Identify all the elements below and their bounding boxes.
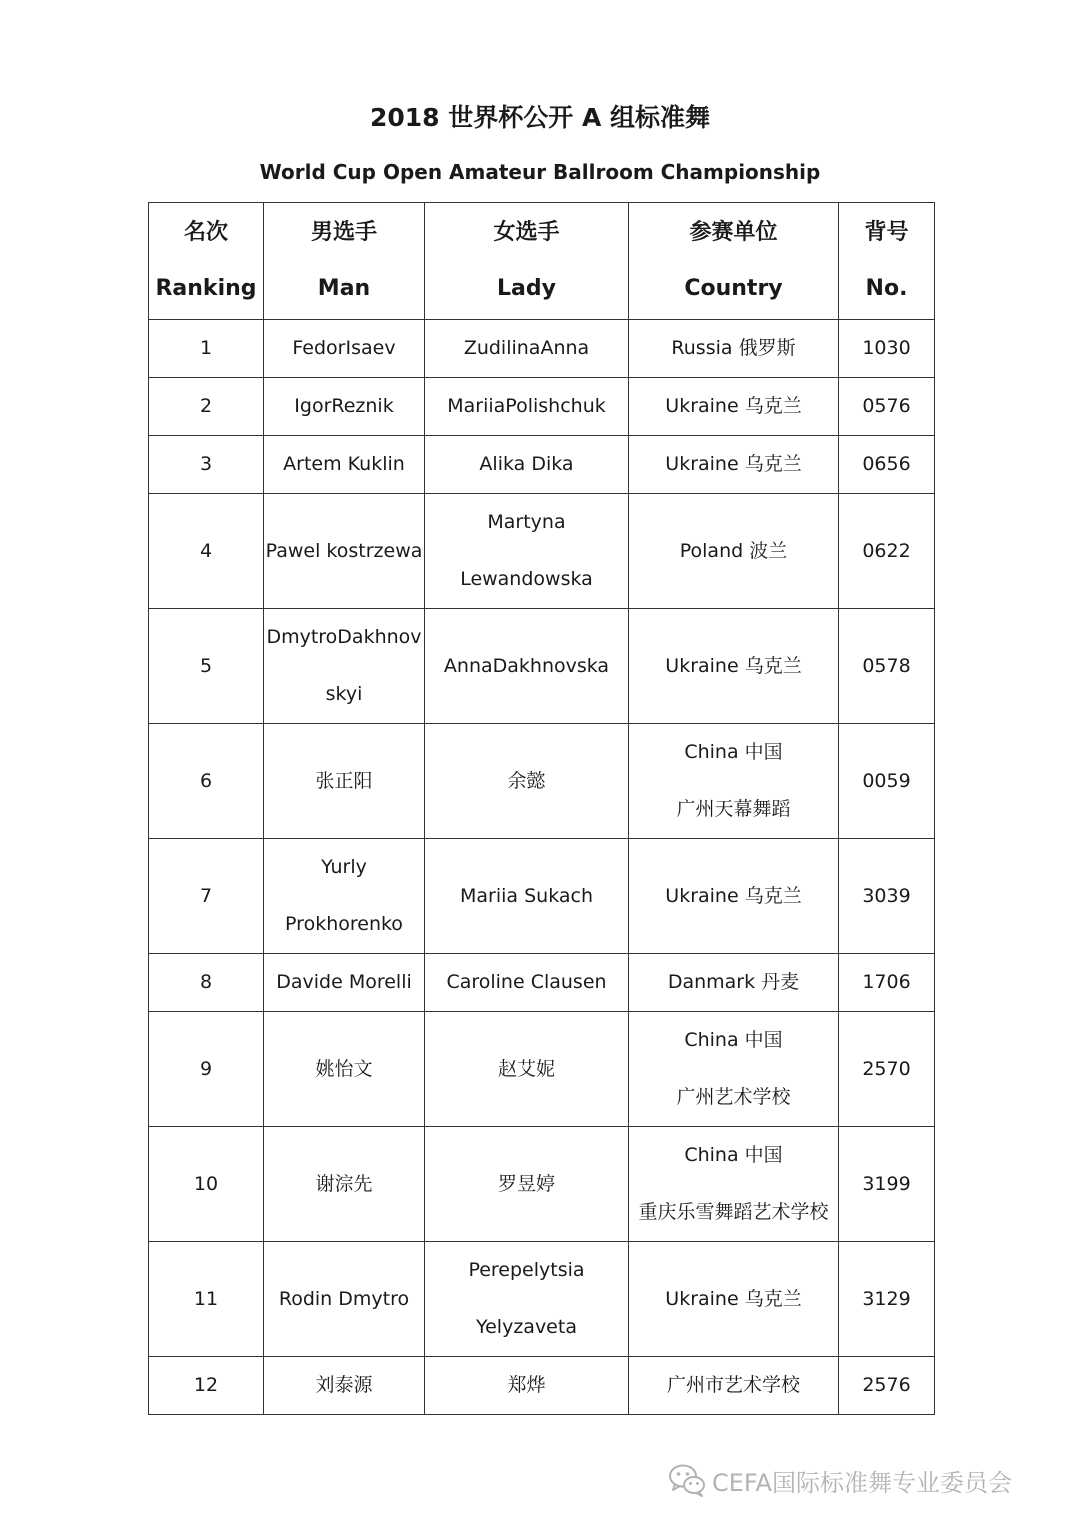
table-row <box>149 724 935 839</box>
cell-number: 3129 <box>839 1242 935 1357</box>
cell-lady-line: Lewandowska <box>460 568 593 590</box>
cell-country <box>629 1127 839 1242</box>
cell-country-line: China 中国 <box>684 741 783 763</box>
cell-lady <box>425 1357 629 1415</box>
page-title: 2018 世界杯公开 A 组标准舞 <box>369 103 711 132</box>
cell-man <box>264 320 425 378</box>
cell-man <box>264 609 425 724</box>
header-country <box>629 203 839 320</box>
cell-ranking: 5 <box>149 609 264 724</box>
cell-lady <box>425 494 629 609</box>
cell-man <box>264 954 425 1012</box>
cell-man-line: DmytroDakhnov <box>266 626 422 648</box>
cell-country <box>629 378 839 436</box>
cell-man-line: skyi <box>325 683 363 705</box>
header-number-cn: 背号 <box>864 220 909 245</box>
cell-number: 2570 <box>839 1012 935 1127</box>
cell-ranking: 1 <box>149 320 264 378</box>
cell-country-line: 广州天幕舞蹈 <box>676 798 791 820</box>
cell-country-line: Ukraine 乌克兰 <box>665 395 802 417</box>
cell-lady <box>425 320 629 378</box>
cell-man-line: Yurly <box>321 856 367 878</box>
cell-lady-line: 罗昱婷 <box>497 1172 555 1195</box>
cell-man <box>264 1242 425 1357</box>
cell-country <box>629 609 839 724</box>
cell-lady <box>425 609 629 724</box>
cell-lady-line: Caroline Clausen <box>446 971 607 993</box>
cell-ranking: 10 <box>149 1127 264 1242</box>
cell-lady <box>425 1127 629 1242</box>
cell-lady <box>425 1242 629 1357</box>
cell-lady <box>425 436 629 494</box>
cell-country-line: Russia 俄罗斯 <box>671 337 796 359</box>
cell-country <box>629 436 839 494</box>
header-man <box>264 203 425 320</box>
cell-number: 3199 <box>839 1127 935 1242</box>
cell-man <box>264 839 425 954</box>
cell-lady-line: Yelyzaveta <box>476 1316 577 1338</box>
cell-lady-line: ZudilinaAnna <box>463 337 590 359</box>
cell-country <box>629 839 839 954</box>
cell-lady <box>425 1012 629 1127</box>
cell-number: 0622 <box>839 494 935 609</box>
cell-man-line: Rodin Dmytro <box>278 1287 410 1310</box>
cell-man-line: 张正阳 <box>315 769 373 792</box>
table-row <box>149 1127 935 1242</box>
cell-lady-line: Mariia Sukach <box>460 884 593 907</box>
table-row <box>149 494 935 609</box>
cell-lady <box>425 954 629 1012</box>
cell-man-line: Prokhorenko <box>285 913 403 935</box>
header-ranking <box>149 203 264 320</box>
cell-number: 1706 <box>839 954 935 1012</box>
cell-country-line: Ukraine 乌克兰 <box>665 654 802 677</box>
cell-country <box>629 320 839 378</box>
cell-lady-line: AnnaDakhnovska <box>443 654 610 677</box>
cell-country-line: Danmark 丹麦 <box>667 971 800 993</box>
cell-country-line: Poland 波兰 <box>679 539 788 562</box>
cell-ranking: 7 <box>149 839 264 954</box>
table-row <box>149 954 935 1012</box>
cell-number: 0576 <box>839 378 935 436</box>
cell-man <box>264 378 425 436</box>
cell-man <box>264 436 425 494</box>
header-number-en: No. <box>865 276 908 301</box>
cell-number: 3039 <box>839 839 935 954</box>
cell-number: 2576 <box>839 1357 935 1415</box>
cell-man-line: Davide Morelli <box>276 971 412 993</box>
cell-ranking: 9 <box>149 1012 264 1127</box>
cell-lady-line: 赵艾妮 <box>497 1057 555 1080</box>
cell-man <box>264 1012 425 1127</box>
header-ranking-cn: 名次 <box>183 220 228 245</box>
header-ranking-en: Ranking <box>155 276 257 301</box>
wechat-icon <box>668 1462 706 1498</box>
table-header-row <box>149 203 935 320</box>
cell-country <box>629 724 839 839</box>
cell-lady-line: 郑烨 <box>507 1374 546 1396</box>
cell-ranking: 8 <box>149 954 264 1012</box>
header-country-en: Country <box>684 276 783 301</box>
cell-man-line: IgorReznik <box>294 395 394 417</box>
cell-country <box>629 954 839 1012</box>
table-row <box>149 839 935 954</box>
cell-number: 0578 <box>839 609 935 724</box>
cell-lady <box>425 724 629 839</box>
cell-lady-line: Alika Dika <box>479 453 574 475</box>
header-country-cn: 参赛单位 <box>689 220 778 245</box>
cell-ranking: 11 <box>149 1242 264 1357</box>
cell-lady-line: 余懿 <box>507 769 546 792</box>
header-lady-en: Lady <box>497 276 556 301</box>
cell-lady-line: Martyna <box>487 511 566 533</box>
results-body <box>149 320 935 1415</box>
table-row <box>149 436 935 494</box>
table-row <box>149 1357 935 1415</box>
cell-number: 0059 <box>839 724 935 839</box>
cell-country <box>629 1357 839 1415</box>
table-row <box>149 609 935 724</box>
cell-man-line: 姚怡文 <box>315 1057 373 1080</box>
results-table <box>148 202 935 1415</box>
cell-country <box>629 1012 839 1127</box>
table-row <box>149 378 935 436</box>
cell-ranking: 2 <box>149 378 264 436</box>
watermark <box>668 1458 1068 1502</box>
cell-man-line: 刘泰源 <box>315 1374 373 1396</box>
cell-country-line: 重庆乐雪舞蹈艺术学校 <box>638 1201 829 1223</box>
cell-country-line: China 中国 <box>684 1029 783 1051</box>
header-number <box>839 203 935 320</box>
cell-lady-line: MariiaPolishchuk <box>447 395 606 417</box>
cell-man <box>264 1357 425 1415</box>
header-lady-cn: 女选手 <box>493 220 560 245</box>
cell-country-line: Ukraine 乌克兰 <box>665 453 802 475</box>
header-man-cn: 男选手 <box>310 220 377 245</box>
cell-lady <box>425 378 629 436</box>
cell-lady <box>425 839 629 954</box>
cell-ranking: 4 <box>149 494 264 609</box>
cell-country <box>629 494 839 609</box>
table-row <box>149 1012 935 1127</box>
cell-country-line: 广州市艺术学校 <box>666 1374 800 1396</box>
watermark-text: CEFA国际标准舞专业委员会 <box>712 1468 1012 1497</box>
cell-country-line: China 中国 <box>684 1144 783 1166</box>
header-man-en: Man <box>317 276 371 301</box>
cell-number: 1030 <box>839 320 935 378</box>
cell-lady-line: Perepelytsia <box>468 1259 585 1281</box>
cell-ranking: 3 <box>149 436 264 494</box>
cell-man <box>264 1127 425 1242</box>
cell-country <box>629 1242 839 1357</box>
cell-country-line: Ukraine 乌克兰 <box>665 884 802 907</box>
header-lady <box>425 203 629 320</box>
page-subtitle: World Cup Open Amateur Ballroom Championship <box>259 160 821 184</box>
table-row <box>149 1242 935 1357</box>
cell-man <box>264 494 425 609</box>
cell-man-line: Artem Kuklin <box>283 453 405 475</box>
cell-man-line: 谢淙先 <box>315 1172 373 1195</box>
cell-man <box>264 724 425 839</box>
cell-ranking: 6 <box>149 724 264 839</box>
cell-country-line: Ukraine 乌克兰 <box>665 1287 802 1310</box>
table-row <box>149 320 935 378</box>
cell-country-line: 广州艺术学校 <box>676 1086 791 1108</box>
cell-man-line: Pawel kostrzewa <box>265 539 423 562</box>
cell-number: 0656 <box>839 436 935 494</box>
cell-man-line: FedorIsaev <box>292 337 396 359</box>
cell-ranking: 12 <box>149 1357 264 1415</box>
